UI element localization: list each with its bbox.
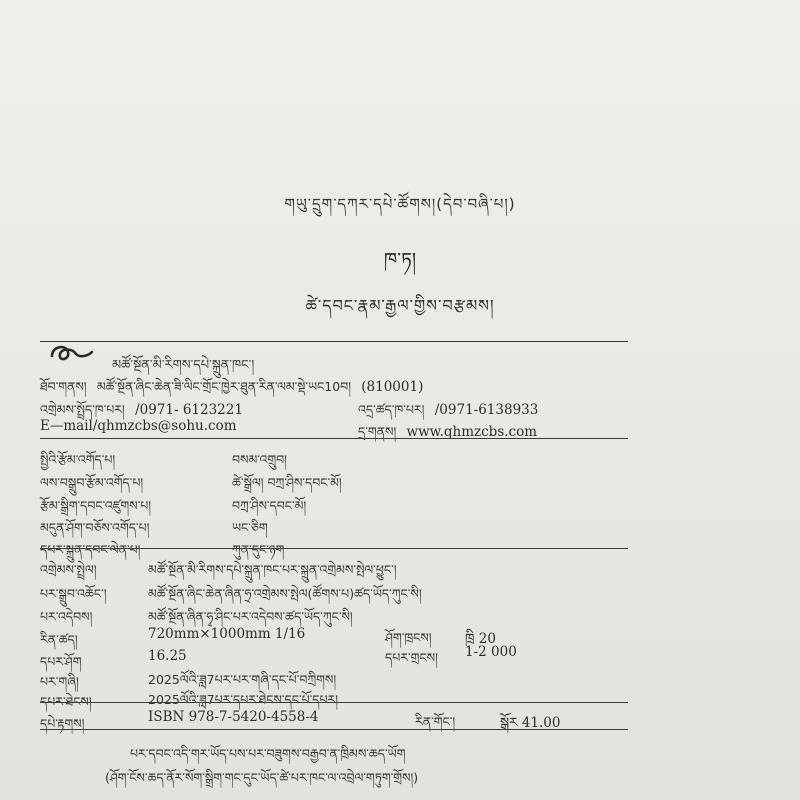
author-line: ཚེ་དབང་རྣམ་རྒྱལ་གྱིས་བརྩམས། bbox=[305, 296, 495, 315]
phone-label: འགྲེམས་སྤྲོད་ཁ་པར། bbox=[40, 402, 125, 417]
prepress-value: མཚོ་སྔོན་ཞིང་ཆེན་ཞིན་ཧྲ་འགྲེམས་སྤེལ(ཚོགས་པ)ཚད་ཡོད་ཀུང་སི། bbox=[148, 586, 422, 601]
distributor-label: འགྲེམས་སྤྲེལ། bbox=[40, 562, 97, 577]
fax-value: /0971-6138933 bbox=[434, 402, 539, 418]
copies-label: དཔར་གྲངས། bbox=[385, 650, 438, 665]
fax-label: འདྲ་ཚད་ཁ་པར། bbox=[358, 402, 425, 417]
editor-value: ཚེ་སྒྲོལ། བཀྲ་ཤིས་དབང་མོ། bbox=[232, 475, 342, 490]
divider bbox=[40, 341, 628, 342]
website-label: དྲ་གནས། bbox=[358, 424, 397, 439]
divider bbox=[40, 438, 628, 439]
pages-value: 16.25 bbox=[148, 648, 187, 664]
editor-label: མདུན་ཤོག་བཅོས་འགོད་པ། bbox=[40, 520, 150, 535]
phone-value: /0971- 6123221 bbox=[135, 402, 243, 418]
printing-label: དཔར་ཐེངས། bbox=[40, 694, 92, 709]
editor-value: བསམ་འགྲུབ། bbox=[232, 452, 287, 467]
edition-label: པར་གཞི། bbox=[40, 674, 79, 689]
divider bbox=[40, 729, 628, 730]
editor-label: དཔར་སྐྲུན་དབང་ལེན་པ། bbox=[40, 542, 141, 557]
editor-value: ཡང་ཅིག bbox=[232, 520, 268, 535]
website-row bbox=[358, 418, 537, 453]
website-value: www.qhmzcbs.com bbox=[406, 424, 538, 440]
divider bbox=[40, 548, 628, 549]
editor-label: རྩོམ་སྒྲིག་དབང་འཛུགས་པ། bbox=[40, 498, 152, 513]
defect-notice: (ཤོག་ངོས་ཆད་ནོར་སོག་སྒྲིག་གང་དུང་ཡོད་ཚེ་པར་ཁང་ལ་འབྲེལ་གཏུག་གྲོས།) bbox=[105, 770, 419, 785]
edition-value: 2025ལོའི་ཟླ7པར་པར་གཞི་དང་པོ་བཀྲིགས། bbox=[148, 672, 337, 687]
email: E—mail/qhmzcbs@sohu.com bbox=[40, 418, 237, 434]
address-value: མཚོ་སྔོན་ཞིང་ཆེན་ཟི་ལིང་གྲོང་ཁྱེར་ཐུན་རིན་ལམ་སྡེ་ཡང10བ། bbox=[96, 379, 351, 394]
publisher-name: མཚོ་སྔོན་མི་རིགས་དཔེ་སྐྲུན་ཁང་། bbox=[112, 358, 255, 373]
price-label: རིན་གོང་། bbox=[415, 714, 456, 729]
sheets-label: ཤོག་ཁྲངས། bbox=[385, 630, 432, 645]
divider bbox=[40, 702, 628, 703]
editor-value: ཀུན་དུང་ཉག bbox=[232, 542, 285, 557]
series-title: གཡུ་དྲུག་དཀར་དཔེ་ཚོགས།(དེབ་བཞི་པ།) bbox=[284, 195, 516, 213]
editor-label: སྤྱིའི་རྩོམ་འགོད་པ། bbox=[40, 452, 116, 467]
prepress-label: པར་སྒྲུབ་འཆོང་། bbox=[40, 586, 107, 601]
editor-value: བཀྲ་ཤིས་དབང་མོ། bbox=[232, 498, 307, 513]
pages-label: དཔར་ཤོག bbox=[40, 654, 82, 669]
copyright-notice: པར་དབང་འདི་གར་ཡོད་པས་པར་བཟུགས་བརྒྱབ་ན་ཁྲིམས་ཆད་ཡོག bbox=[130, 746, 406, 761]
printing-value: 2025ལོའི་ཟླ7པར་དཔར་ཐེངས་དང་པོ་དཔར། bbox=[148, 692, 339, 707]
volume-title: ཁ་ཏ། bbox=[383, 249, 417, 271]
isbn-label: དཔེ་རྟགས། bbox=[40, 716, 85, 731]
postcode: (810001) bbox=[361, 379, 424, 395]
format-value: 720mm×1000mm 1/16 bbox=[148, 626, 306, 642]
printer-label: པར་འདེབས། bbox=[40, 609, 93, 624]
sheets-value: ཁྲི 20 bbox=[465, 631, 496, 647]
printer-value: མཚོ་སྔོན་ཞིན་ཧྭ་ཤིང་པར་འདེབས་ཚད་ཡོད་ཀུང་སི། bbox=[148, 609, 353, 624]
price-value: སྒོར 41.00 bbox=[500, 715, 561, 731]
copies-value: 1-2 000 bbox=[465, 644, 517, 660]
format-label: རིན་ཚད། bbox=[40, 632, 78, 647]
isbn-value: ISBN 978-7-5420-4558-4 bbox=[148, 709, 319, 725]
distributor-value: མཚོ་སྔོན་མི་རིགས་དཔེ་སྐྲུན་ཁང་པར་སྐྲུན་འགྲེམས་སྤེལ་ཕྱུང་། bbox=[148, 562, 397, 577]
publisher-logo-icon bbox=[48, 340, 94, 364]
address-label: ཐོབ་གནས། bbox=[40, 379, 87, 394]
editor-label: ལས་བསྒྲུབ་རྩོམ་འགོད་པ། bbox=[40, 475, 144, 490]
